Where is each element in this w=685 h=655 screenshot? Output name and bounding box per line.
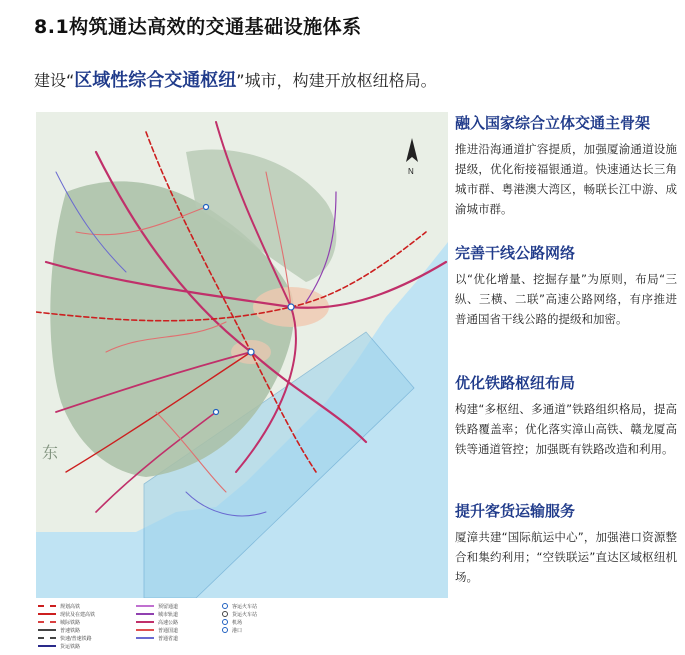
legend-item [136,610,178,618]
station-marker [204,205,209,210]
legend-symbol-icon [222,627,228,633]
map-region-label: 东 [42,443,59,462]
map-graphic [36,112,448,598]
section-railway-hub [455,372,677,459]
legend-swatch [38,629,56,631]
svg-text:N: N [408,167,414,176]
legend-swatch [38,637,56,639]
legend-swatch [136,613,154,615]
legend-label: 客运火车站 [232,603,258,610]
legend-label: 快速/普速铁路 [60,635,92,642]
legend-item [38,610,95,618]
legend-label: 预留通道 [158,603,179,610]
intro-prefix: 建设“ [34,71,75,90]
legend-item [38,626,95,634]
legend-label: 货运铁路 [60,643,81,650]
legend-swatch [38,613,56,615]
legend-item [136,634,178,642]
legend-item [222,618,257,626]
north-arrow [406,138,418,176]
legend-label: 普速铁路 [60,627,81,634]
section-highway-network [455,242,677,329]
section-body: 推进沿海通道扩容提质，加强厦渝通道设施提级，优化衔接福银通道。快速通达长三角城市群、粤港澳大湾区，畅联长江中游、成渝城市群。 [455,142,677,216]
legend-symbol-icon [222,603,228,609]
legend-swatch [136,621,154,623]
legend-item [222,602,257,610]
section-body: 构建“多枢纽、多通道”铁路组织格局，提高铁路覆盖率；优化落实漳山高铁、赣龙厦高铁等通道管控；加强既有铁路改造和利用。 [455,402,677,456]
legend-label: 高速公路 [158,619,179,626]
legend-label: 普通省道 [158,635,179,642]
legend-swatch [136,637,154,639]
intro-highlight: 区域性综合交通枢纽 [74,70,237,91]
section-title: 提升客货运输服务 [455,502,576,520]
legend-item [222,626,257,634]
intro-line [34,66,437,92]
legend-swatch [38,621,56,623]
legend-item [38,602,95,610]
legend-item [136,626,178,634]
station-marker [288,304,294,310]
legend-item [222,610,257,618]
station-marker [248,349,254,355]
legend-label: 货运火车站 [232,611,258,618]
section-transport-service [455,500,677,587]
legend-item [136,618,178,626]
section-title: 融入国家综合立体交通主骨架 [455,114,651,132]
legend-label: 港口 [232,627,243,634]
section-body: 以“优化增量、挖掘存量”为原则，布局“三纵、三横、二联”高速公路网络，有序推进普通国省干线公路的提级和加密。 [455,272,677,326]
legend-swatch [38,605,56,607]
legend-label: 现状及在建高铁 [60,611,96,618]
legend-col-road [136,602,178,642]
legend-label: 城市轨道 [158,611,179,618]
legend-col-station [222,602,257,634]
legend-item [38,618,95,626]
page-title: 8.1构筑通达高效的交通基础设施体系 [34,16,362,38]
legend-swatch [136,605,154,607]
legend-swatch [38,645,56,647]
legend-item [38,642,95,650]
legend-label: 规划高铁 [60,603,81,610]
legend-item [38,634,95,642]
legend-item [136,602,178,610]
legend-symbol-icon [222,619,228,625]
map-legend [36,600,448,650]
section-body: 厦漳共建“国际航运中心”，加强港口资源整合和集约利用；“空铁联运”直达区域枢纽机场。 [455,530,677,584]
legend-col-rail [38,602,95,650]
intro-suffix: ”城市，构建开放枢纽格局。 [236,71,437,90]
section-title: 优化铁路枢纽布局 [455,374,576,392]
station-marker [214,410,219,415]
section-title: 完善干线公路网络 [455,244,576,262]
transport-map [36,112,448,598]
legend-label: 普通国道 [158,627,179,634]
legend-label: 城际铁路 [60,619,81,626]
legend-swatch [136,629,154,631]
legend-symbol-icon [222,611,228,617]
legend-label: 机场 [232,619,243,626]
section-national-corridor [455,112,677,219]
